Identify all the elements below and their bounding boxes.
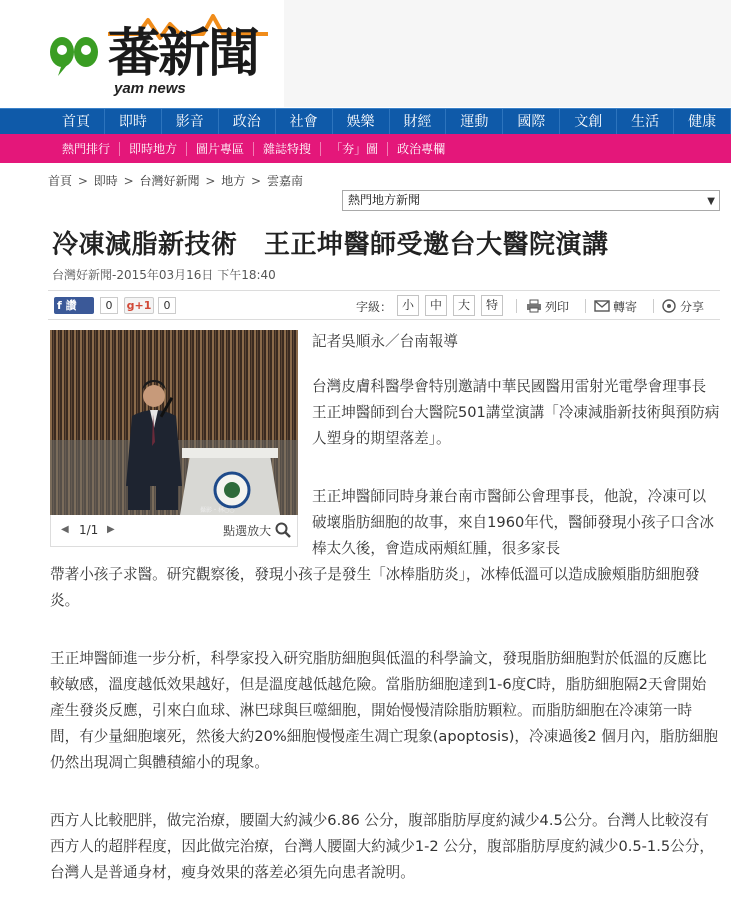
share-label: 分享 [680, 300, 705, 314]
article-paragraph: 西方人比較肥胖，做完治療，腰圍大約減少6.86 公分，腹部脂肪厚度約減少4.5公分。台灣人比較沒有西方人的超胖程度，因此做完治療，台灣人腰圍大約減少1-2 公分，腹部脂肪厚度約減少0.5-1.5公分，台灣人是普通身材，瘦身效果的落差必須先向患者說明。 [50, 812, 714, 881]
facebook-like-button[interactable] [54, 297, 94, 314]
breadcrumb-current[interactable]: 雲嘉南 [266, 174, 303, 188]
article-paragraph: 台灣皮膚科醫學會特別邀請中華民國醫用雷射光電學會理事長王正坤醫師到台大醫院501講堂演講「冷凍減脂新技術與預防病人塑身的期望落差」。 [312, 378, 720, 447]
article-title: 冷凍減脂新技術 王正坤醫師受邀台大醫院演講 [52, 230, 609, 260]
nav-sports[interactable]: 運動 [446, 109, 503, 135]
site-header [0, 0, 731, 107]
print-button[interactable] [526, 298, 569, 315]
site-logo[interactable] [48, 14, 288, 100]
article-paragraph: 王正坤醫師同時身兼台南市醫師公會理事長，他說，冷凍可以破壞脂肪細胞的故事，來自1960年代，醫師發現小孩子口含冰棒太久後，會造成兩頰紅腫，很多家長 [312, 488, 714, 557]
nav-international[interactable]: 國際 [503, 109, 560, 135]
next-photo-icon[interactable]: ▶ [107, 524, 115, 535]
font-size-label: 字級： [356, 300, 393, 314]
article-photo[interactable] [50, 330, 298, 515]
nav-culture[interactable]: 文創 [560, 109, 617, 135]
nav-politics[interactable]: 政治 [219, 109, 276, 135]
photo-image [50, 330, 298, 515]
article-paragraph: 王正坤醫師進一步分析，科學家投入研究脂肪細胞與低溫的科學論文，發現脂肪細胞對於低溫的反應比較敏感，溫度越低效果越好，但是溫度越低越危險。當脂肪細胞達到1-6度C時，脂肪細胞隔2天會開始產生發炎反應，引來白血球、淋巴球與巨噬細胞，開始慢慢清除脂肪顆粒。而脂肪細胞在冷凍第一時間，有少量細胞壞死，然後大約20%細胞慢慢產生凋亡現象(apoptosis)，冷凍過後2 個月內，脂肪細胞仍然出現凋亡與體積縮小的現象。 [50, 650, 719, 771]
nav-entertainment[interactable]: 娛樂 [333, 109, 390, 135]
share-icon [661, 299, 677, 313]
toolbar-divider [516, 299, 517, 313]
svg-text:攝影・林○○: 攝影・林○○ [200, 507, 235, 514]
subnav-photos[interactable]: 圖片專區 [187, 142, 254, 156]
google-plus-button[interactable]: g+1 [124, 297, 154, 314]
article-paragraph: 帶著小孩子求醫。研究觀察後，發現小孩子是發生「冰棒脂肪炎」，冰棒低溫可以造成臉頰脂肪細胞發炎。 [50, 566, 700, 609]
toolbar-divider [585, 299, 586, 313]
breadcrumb-realtime[interactable]: 即時 [93, 174, 118, 188]
nav-home[interactable]: 首頁 [48, 109, 105, 135]
nav-society[interactable]: 社會 [276, 109, 333, 135]
font-size-xlarge-button[interactable]: 特 [481, 295, 503, 316]
nav-health[interactable]: 健康 [674, 109, 731, 135]
hot-local-news-select[interactable] [342, 190, 720, 211]
previous-photo-icon[interactable]: ◀ [61, 524, 69, 535]
subnav-hot-ranking[interactable]: 熱門排行 [56, 142, 120, 156]
nav-video[interactable]: 影音 [162, 109, 219, 135]
logo-subtitle: yam news [114, 80, 186, 97]
article-toolbar [48, 290, 720, 320]
sub-nav [0, 134, 731, 163]
font-size-medium-button[interactable]: 中 [425, 295, 447, 316]
facebook-icon: f [57, 299, 66, 312]
toolbar-divider [653, 299, 654, 313]
breadcrumb-separator: > [251, 174, 262, 188]
article-meta: 台灣好新聞-2015年03月16日 下午18:40 [52, 268, 276, 282]
main-nav [0, 108, 731, 134]
zoom-photo-button[interactable] [223, 522, 291, 539]
share-button[interactable] [661, 298, 704, 315]
breadcrumb-good-news[interactable]: 台灣好新聞 [139, 174, 200, 188]
zoom-label: 點選放大 [223, 524, 272, 538]
breadcrumb-home[interactable]: 首頁 [48, 174, 73, 188]
breadcrumb [48, 172, 303, 189]
forward-label: 轉寄 [613, 300, 638, 314]
breadcrumb-local[interactable]: 地方 [221, 174, 246, 188]
logo-title: 蕃新聞 [108, 23, 259, 84]
breadcrumb-separator: > [205, 174, 216, 188]
nav-finance[interactable]: 財經 [390, 109, 447, 135]
subnav-politics-column[interactable]: 政治專欄 [397, 141, 446, 156]
photo-pager: 1/1 [79, 523, 99, 537]
chevron-down-icon: ▼ [707, 196, 715, 207]
envelope-icon [594, 299, 610, 313]
nav-realtime[interactable]: 即時 [105, 109, 162, 135]
magnifier-icon [275, 522, 291, 538]
font-size-large-button[interactable]: 大 [453, 295, 475, 316]
printer-icon [526, 299, 542, 313]
nav-life[interactable]: 生活 [617, 109, 674, 135]
facebook-like-label: 讚 [65, 299, 77, 312]
article-reporter: 記者吳順永／台南報導 [312, 333, 458, 350]
font-size-small-button[interactable]: 小 [397, 295, 419, 316]
breadcrumb-separator: > [123, 174, 134, 188]
subnav-magazine[interactable]: 雜誌特搜 [254, 142, 321, 156]
subnav-local-realtime[interactable]: 即時地方 [120, 142, 187, 156]
yam-logo-icon [48, 34, 100, 78]
print-label: 列印 [545, 300, 570, 314]
breadcrumb-separator: > [77, 174, 88, 188]
header-ad-area [284, 0, 731, 107]
photo-caption-bar [50, 515, 298, 547]
facebook-like-count: 0 [100, 297, 118, 314]
google-plus-count: 0 [158, 297, 176, 314]
subnav-hot-images[interactable]: 「夯」圖 [321, 142, 388, 156]
select-value: 熱門地方新聞 [348, 193, 421, 207]
forward-button[interactable] [594, 298, 637, 315]
